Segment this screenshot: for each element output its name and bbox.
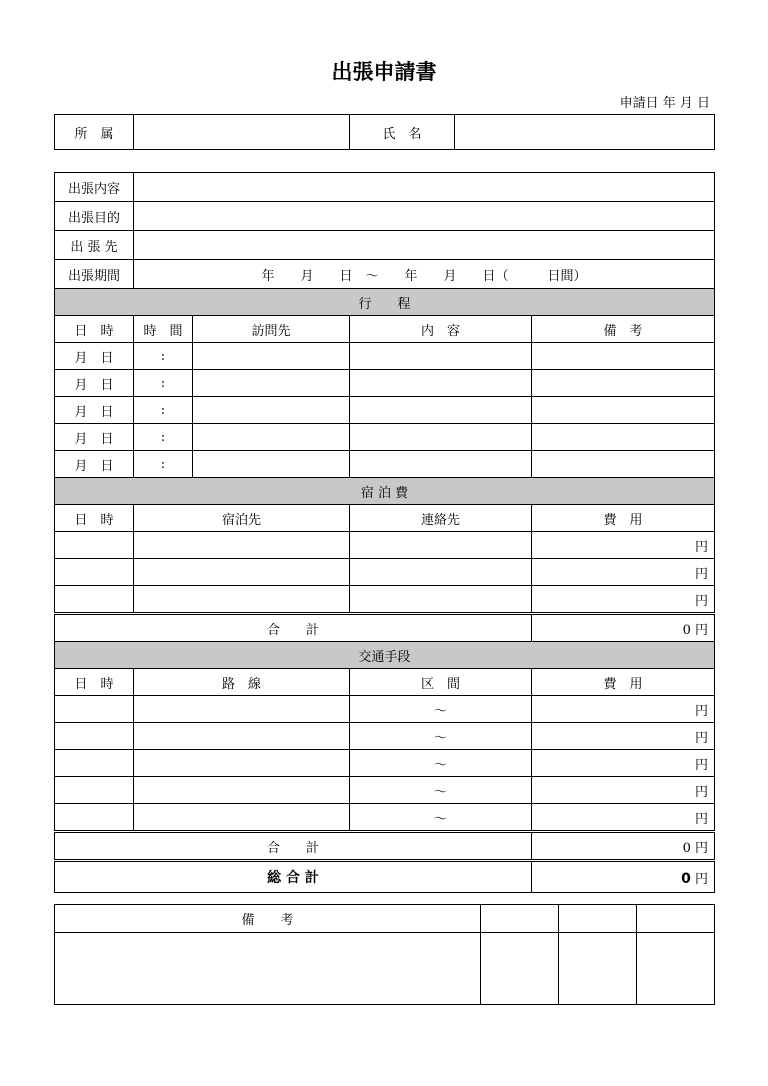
table-row [55,343,715,370]
itinerary-content[interactable] [350,424,532,451]
transport-interval[interactable]: ～ [350,804,532,832]
lodging-place[interactable] [134,559,350,586]
transport-total-value: 0 円 [532,832,715,861]
itinerary-content[interactable] [350,451,532,478]
lodging-cost[interactable]: 円 [532,586,715,614]
transport-section-header: 交通手段 [55,642,715,669]
transport-cost[interactable]: 円 [532,750,715,777]
approval-box-1[interactable] [481,905,559,933]
main-form-table [54,172,715,893]
itinerary-date[interactable]: 月 日 [55,424,134,451]
transport-header-date: 日 時 [55,669,134,696]
approval-stamp-1[interactable] [481,933,559,1005]
itinerary-content[interactable] [350,370,532,397]
lodging-contact[interactable] [350,559,532,586]
trip-content-label: 出張内容 [55,173,134,202]
trip-destination-label: 出 張 先 [55,231,134,260]
transport-route[interactable] [134,750,350,777]
itinerary-time[interactable]: : [134,370,193,397]
transport-cost[interactable]: 円 [532,804,715,832]
transport-cost[interactable]: 円 [532,723,715,750]
itinerary-time[interactable]: : [134,451,193,478]
itinerary-remarks[interactable] [532,370,715,397]
transport-header-route: 路 線 [134,669,350,696]
itinerary-remarks[interactable] [532,424,715,451]
itinerary-date[interactable]: 月 日 [55,397,134,424]
lodging-header-date: 日 時 [55,505,134,532]
itinerary-time[interactable]: : [134,424,193,451]
application-date: 申請日 年 月 日 [619,96,710,111]
table-row [55,370,715,397]
itinerary-remarks[interactable] [532,451,715,478]
trip-period-field[interactable]: 年 月 日 ～ 年 月 日（ 日間） [134,260,715,289]
transport-cost[interactable]: 円 [532,696,715,723]
lodging-total-label: 合 計 [55,614,532,642]
table-row [55,424,715,451]
table-row [55,750,715,777]
trip-purpose-field[interactable] [134,202,715,231]
approval-stamp-2[interactable] [559,933,637,1005]
remarks-label: 備 考 [55,905,481,933]
grand-total-value: 0 [681,870,691,887]
transport-interval[interactable]: ～ [350,723,532,750]
transport-date[interactable] [55,723,134,750]
table-row [55,397,715,424]
approval-box-3[interactable] [637,905,715,933]
lodging-date[interactable] [55,532,134,559]
lodging-contact[interactable] [350,532,532,559]
table-row [55,777,715,804]
itinerary-visit[interactable] [193,424,350,451]
grand-total-label: 総 合 計 [55,861,532,893]
transport-header-interval: 区 間 [350,669,532,696]
table-row [55,723,715,750]
itinerary-section-header: 行 程 [55,289,715,316]
transport-total-label: 合 計 [55,832,532,861]
itinerary-date[interactable]: 月 日 [55,451,134,478]
itinerary-time[interactable]: : [134,343,193,370]
lodging-total-value: 0 円 [532,614,715,642]
transport-date[interactable] [55,777,134,804]
itinerary-visit[interactable] [193,451,350,478]
table-row [55,696,715,723]
approval-stamp-3[interactable] [637,933,715,1005]
lodging-date[interactable] [55,586,134,614]
lodging-header-place: 宿泊先 [134,505,350,532]
transport-interval[interactable]: ～ [350,750,532,777]
itinerary-remarks[interactable] [532,397,715,424]
trip-period-label: 出張期間 [55,260,134,289]
itinerary-date[interactable]: 月 日 [55,370,134,397]
lodging-date[interactable] [55,559,134,586]
remarks-field[interactable] [55,933,481,1005]
table-row [55,451,715,478]
name-label: 氏 名 [350,115,455,150]
itinerary-time[interactable]: : [134,397,193,424]
transport-date[interactable] [55,804,134,832]
lodging-place[interactable] [134,532,350,559]
trip-destination-field[interactable] [134,231,715,260]
transport-route[interactable] [134,723,350,750]
lodging-contact[interactable] [350,586,532,614]
page-title: 出張申請書 [331,60,437,84]
transport-interval[interactable]: ～ [350,777,532,804]
itinerary-visit[interactable] [193,343,350,370]
itinerary-header-visit: 訪問先 [193,316,350,343]
remarks-table [54,904,715,1005]
itinerary-visit[interactable] [193,370,350,397]
itinerary-visit[interactable] [193,397,350,424]
itinerary-header-content: 内 容 [350,316,532,343]
trip-purpose-label: 出張目的 [55,202,134,231]
affiliation-field[interactable] [134,115,350,150]
table-row [55,586,715,614]
itinerary-remarks[interactable] [532,343,715,370]
table-row [55,532,715,559]
lodging-header-contact: 連絡先 [350,505,532,532]
itinerary-header-remarks: 備 考 [532,316,715,343]
transport-route[interactable] [134,777,350,804]
itinerary-content[interactable] [350,397,532,424]
lodging-header-cost: 費 用 [532,505,715,532]
transport-cost[interactable]: 円 [532,777,715,804]
lodging-section-header: 宿 泊 費 [55,478,715,505]
table-row [55,559,715,586]
transport-date[interactable] [55,696,134,723]
lodging-place[interactable] [134,586,350,614]
lodging-cost[interactable]: 円 [532,532,715,559]
transport-date[interactable] [55,750,134,777]
grand-total-cell [532,861,715,893]
itinerary-content[interactable] [350,343,532,370]
transport-header-cost: 費 用 [532,669,715,696]
name-field[interactable] [455,115,715,150]
transport-interval[interactable]: ～ [350,696,532,723]
affiliation-label: 所 属 [55,115,134,150]
approval-box-2[interactable] [559,905,637,933]
itinerary-date[interactable]: 月 日 [55,343,134,370]
transport-route[interactable] [134,804,350,832]
itinerary-header-time: 時 間 [134,316,193,343]
trip-content-field[interactable] [134,173,715,202]
table-row [55,804,715,832]
transport-route[interactable] [134,696,350,723]
itinerary-header-date: 日 時 [55,316,134,343]
header-table [54,114,715,150]
lodging-cost[interactable]: 円 [532,559,715,586]
grand-total-unit: 円 [694,871,708,887]
